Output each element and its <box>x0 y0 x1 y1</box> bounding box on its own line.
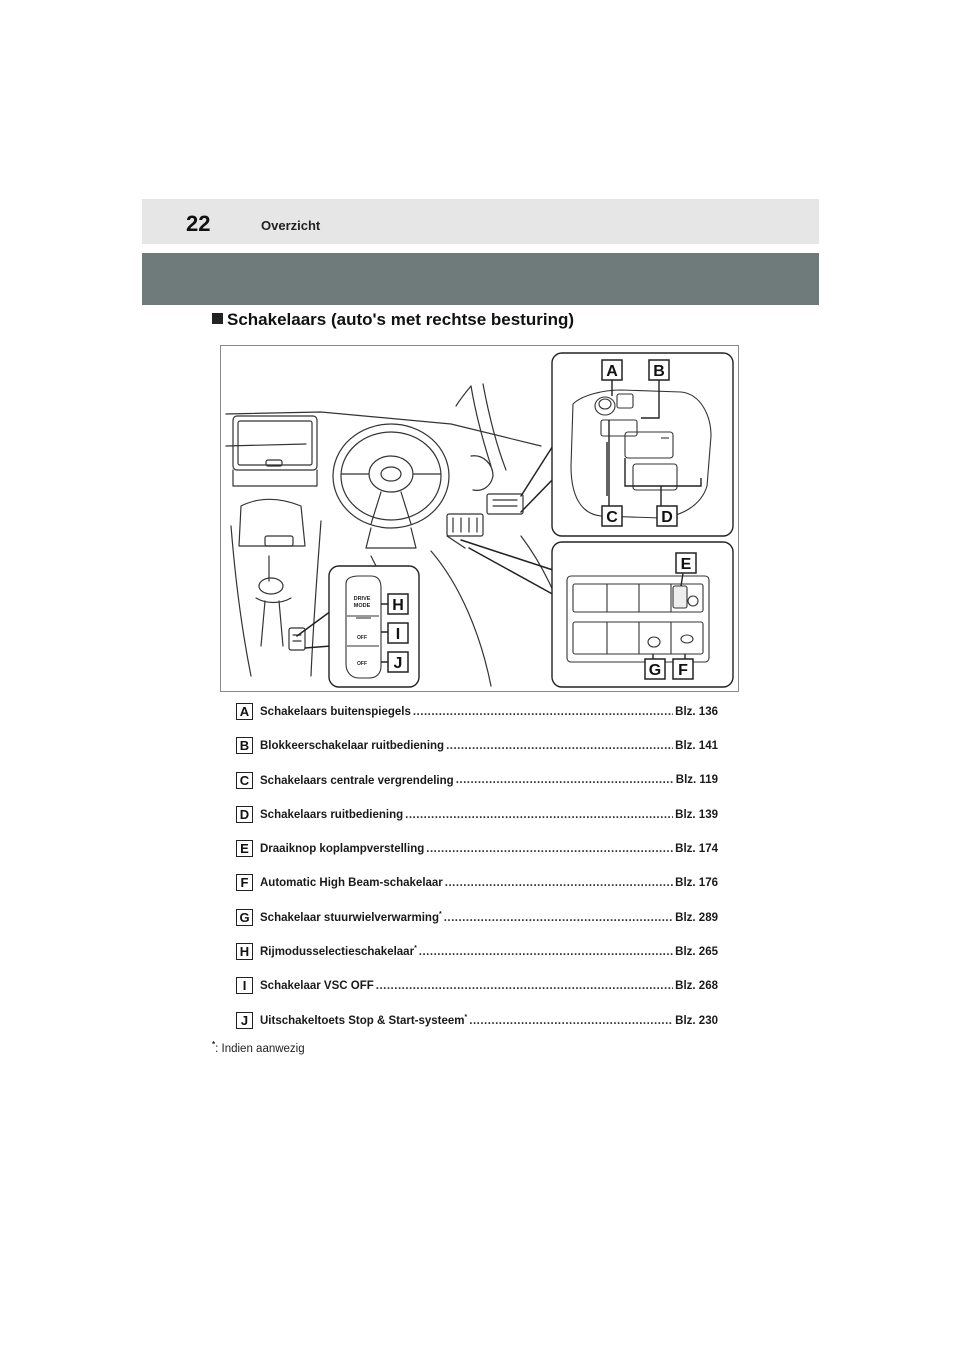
callout-i: I <box>395 626 401 643</box>
item-label: Schakelaar VSC OFF <box>260 980 374 993</box>
list-item <box>236 840 726 874</box>
item-badge: G <box>236 909 253 926</box>
callout-j: J <box>393 655 403 672</box>
callout-a: A <box>606 363 618 380</box>
page-reference[interactable]: Blz. 176 <box>675 877 718 890</box>
vsc-off-text: OFF <box>357 635 367 641</box>
item-label: Automatic High Beam-schakelaar <box>260 877 443 890</box>
item-label: Uitschakeltoets Stop & Start-systeem <box>260 1014 465 1027</box>
list-item <box>236 977 726 1011</box>
item-badge: B <box>236 737 253 754</box>
page-reference[interactable]: Blz. 289 <box>675 911 718 924</box>
square-bullet-icon <box>212 313 223 324</box>
item-label: Schakelaars ruitbediening <box>260 808 404 821</box>
item-label: Rijmodusselectieschakelaar <box>260 945 415 958</box>
list-item <box>236 772 726 806</box>
section-heading: Schakelaars (auto's met rechtse besturing) <box>212 310 574 330</box>
page-reference[interactable]: Blz. 141 <box>675 740 718 753</box>
callout-h: H <box>392 597 404 614</box>
page-reference[interactable]: Blz. 268 <box>675 980 718 993</box>
footnote <box>212 1040 305 1055</box>
footnote-mark: * <box>212 1040 216 1049</box>
item-badge: A <box>236 703 253 720</box>
page-number: 22 <box>186 211 211 236</box>
drive-mode-text-2: MODE <box>353 603 371 609</box>
list-item <box>236 737 726 771</box>
list-item <box>236 874 726 908</box>
item-label: Draaiknop koplampverstelling <box>260 843 425 856</box>
list-item <box>236 806 726 840</box>
door-switch-inset <box>552 353 733 536</box>
page-reference[interactable]: Blz. 265 <box>675 945 718 958</box>
list-item: H Rijmodusselectieschakelaar* ..... Blz. 265 <box>236 943 726 977</box>
page-reference[interactable]: Blz. 174 <box>675 843 718 856</box>
item-badge: F <box>236 874 253 891</box>
header-band <box>142 253 819 305</box>
switch-list <box>236 703 726 1046</box>
callout-d: D <box>661 509 673 526</box>
item-badge: H <box>236 943 253 960</box>
callout-e: E <box>680 556 692 573</box>
auto-off-text: OFF <box>357 661 367 667</box>
callout-f: F <box>678 662 688 679</box>
item-badge: E <box>236 840 253 857</box>
page-reference[interactable]: Blz. 136 <box>675 705 718 718</box>
list-item: G Schakelaar stuurwielverwarming* ..... Blz. 289 <box>236 909 726 943</box>
callout-g: G <box>648 662 662 679</box>
callout-c: C <box>606 509 618 526</box>
dashboard-drawing <box>221 346 739 692</box>
item-label: Schakelaars centrale vergrendeling <box>260 774 454 787</box>
callouts-left-inset <box>388 594 408 672</box>
drive-mode-text-1: DRIVE <box>353 596 371 602</box>
list-item <box>236 703 726 737</box>
callout-b: B <box>653 363 665 380</box>
header-bar <box>142 199 819 244</box>
page-reference[interactable]: Blz. 230 <box>675 1014 718 1027</box>
item-badge: C <box>236 772 253 789</box>
item-badge: I <box>236 977 253 994</box>
item-label: Schakelaars buitenspiegels <box>260 705 411 718</box>
section-name: Overzicht <box>261 218 321 233</box>
item-badge: D <box>236 806 253 823</box>
list-item: J Uitschakeltoets Stop & Start-systeem* ..... Blz. 230 <box>236 1012 726 1046</box>
item-label: Blokkeerschakelaar ruitbediening <box>260 740 445 753</box>
switches-illustration <box>220 345 739 692</box>
item-badge: J <box>236 1012 253 1029</box>
page-reference[interactable]: Blz. 119 <box>675 774 718 787</box>
item-label: Schakelaar stuurwielverwarming <box>260 911 439 924</box>
footnote-text: : Indien aanwezig <box>215 1042 305 1055</box>
dash-switch-inset <box>552 542 733 687</box>
page-reference[interactable]: Blz. 139 <box>675 808 718 821</box>
